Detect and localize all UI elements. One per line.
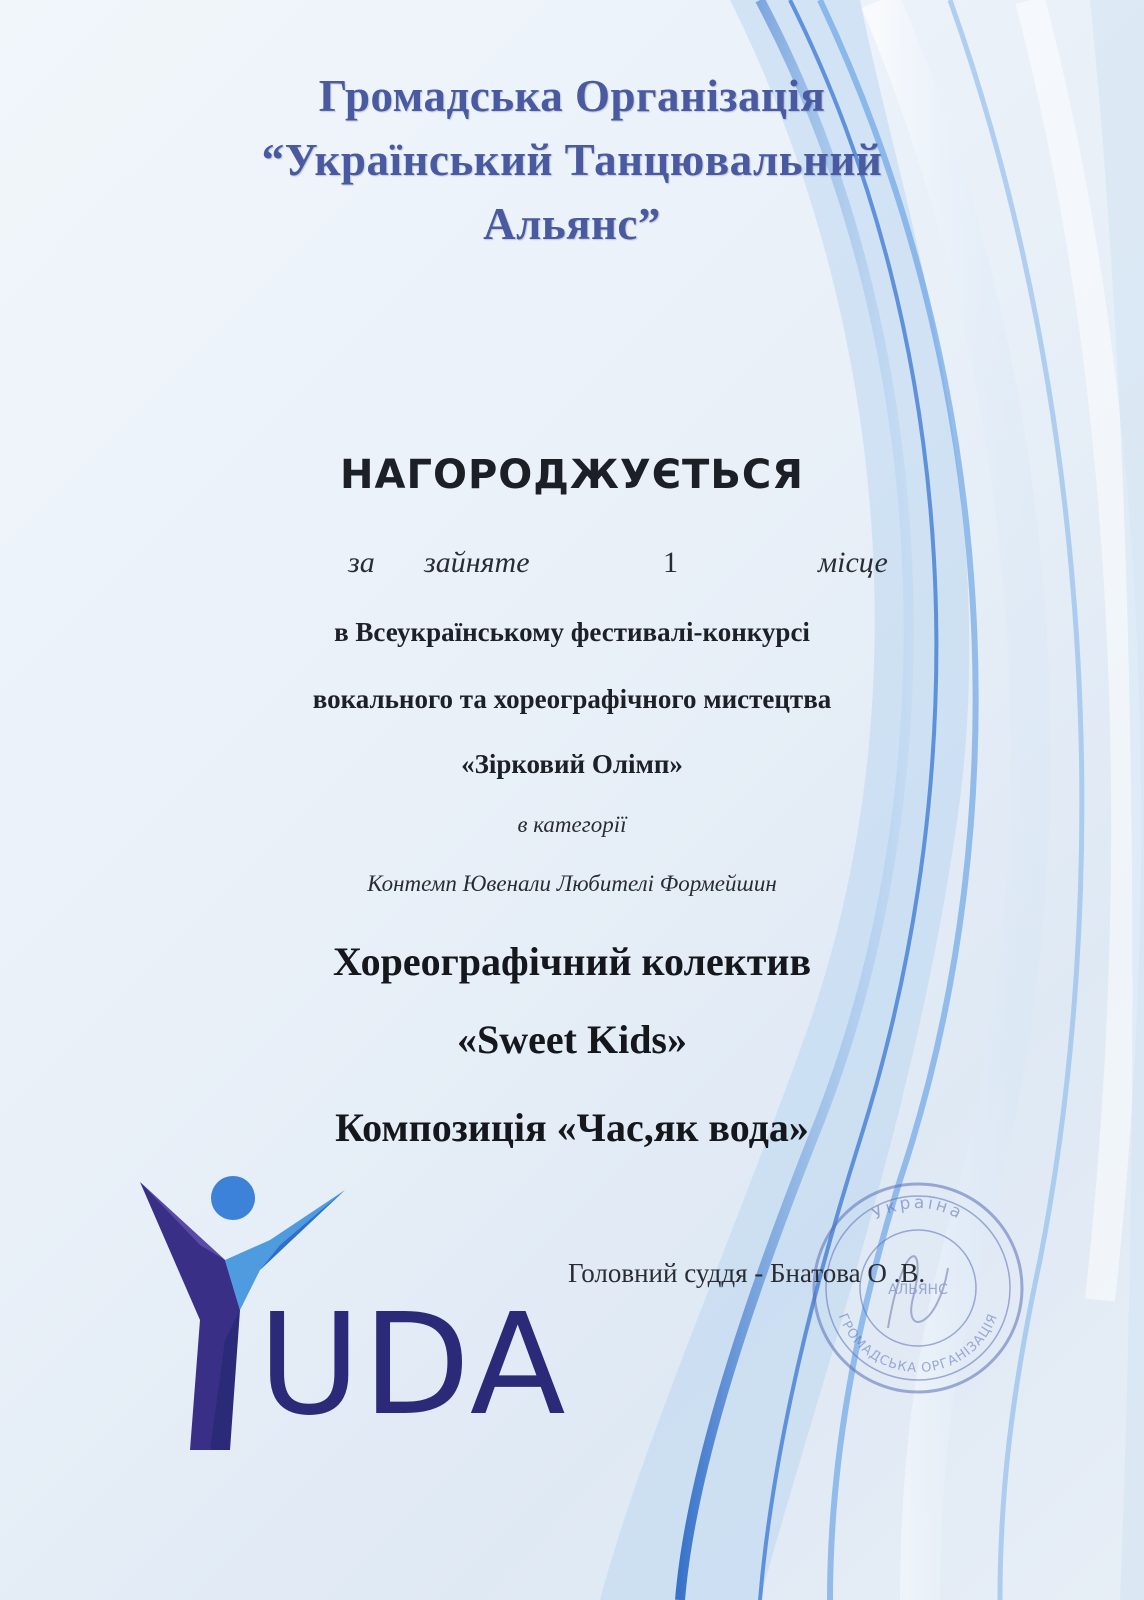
place-prefix-2: зайняте bbox=[424, 546, 530, 579]
event-line-2: вокального та хореографічного мистецтва bbox=[312, 684, 832, 714]
place-number: 1 bbox=[663, 546, 678, 579]
composition-title: Композиція «Час,як вода» bbox=[335, 1105, 809, 1150]
organization-line-3: Альянс” bbox=[483, 199, 661, 249]
organization-line-2: “Український Танцювальний bbox=[261, 135, 883, 185]
collective-name: «Sweet Kids» bbox=[457, 1017, 687, 1062]
category-label: в категорії bbox=[517, 812, 627, 837]
place-row bbox=[0, 546, 1144, 586]
stamp-text-top: Україна bbox=[868, 1192, 968, 1225]
category-value: Контемп Ювенали Любителі Формейшин bbox=[367, 871, 777, 896]
place-suffix: місце bbox=[818, 546, 888, 579]
organization-line-1: Громадська Організація bbox=[318, 71, 826, 121]
place-prefix-1: за bbox=[348, 546, 375, 579]
stamp-text-center: АЛЬЯНС bbox=[888, 1282, 948, 1298]
event-line-1: в Всеукраїнському фестивалі-конкурсі bbox=[334, 617, 810, 647]
stamp-text-bottom: ГРОМАДСЬКА ОРГАНІЗАЦІЯ bbox=[834, 1311, 1002, 1377]
logo-text: UDA bbox=[258, 1284, 568, 1447]
award-heading: НАГОРОДЖУЄТЬСЯ bbox=[340, 452, 804, 498]
event-name: «Зірковий Олімп» bbox=[461, 749, 683, 779]
judge-signature-line: Головний суддя - Бнатова О .В. bbox=[568, 1258, 926, 1288]
collective-line: Хореографічний колектив bbox=[332, 939, 812, 984]
